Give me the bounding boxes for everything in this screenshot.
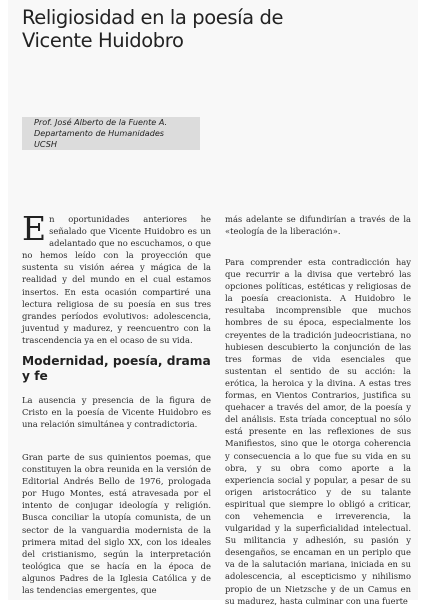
author-block — [34, 117, 167, 150]
right-text-2: Para comprender esta contradicción hay que recurrir a la divisa que vertebró las opciones políticas, estéticas y religiosas de la poesía creacionista. A Huidobro le resultaba incomprensible que muchos hombres de su época, especialmente los creyentes de la tradición judeocristiana, no hubiesen descubierto la conjunción de las tres formas de vida esenciales que sustentan el sentido de su acción: la erótica, la heroica y la divina. A estas tres formas, en Vientos Contrarios, justifica su quehacer a través del amor, de la poesía y del análisis. Esta tríada conceptual no sólo está presente en las reflexiones de sus Manifiestos, sino que le otorga coherencia y consecuencia a lo que fue su vida en su obra, y su obra como aporte a la experiencia social y popular, a pesar de su origen aristocrático y de su talante espiritual que siempre lo obligó a criticar, con vehemencia e irreverencia, la vulgaridad y la superficialidad intelectual. Su militancia y adhesión, su pasión y desengaños, se encaman en un periplo que va de la salutación mariana, iniciada en su adolescencia, al escepticismo y nihilismo propio de un Nietzsche y de un Camus en su madurez, hasta culminar con una fuerte — [225, 257, 411, 606]
intro-text: n oportunidades anteriores he señalado que Vicente Huidobro es un adelantado que no escuchamos, o que no hemos leído con la proyección que sustenta su visión aérea y mágica de la realidad y del mundo en el cual estamos insertos. En esta ocasión compartiré una lectura religiosa de su poesía en sus tres grandes períodos evolutivos: adolescencia, juventud y madurez, y reencuentro con la trascendencia ya en el ocaso de su vida. — [22, 214, 211, 345]
section-text-2: Gran parte de sus quinientos poemas, que constituyen la obra reunida en la versión de Editorial Andrés Bello de 1976, prologada por Hugo Montes, está atravesada por el intento de conjugar ideología y religión. Busca conciliar la utopía comunista, de un sector de la vanguardia modernista de la primera mitad del siglo XX, con los ideales del cristianismo, según la interpretación teológica que se hacía en la época de algunos Padres de la Iglesia Católica y de las tendencias emergentes, que — [22, 452, 211, 596]
author-department: Departamento de Humanidades — [34, 128, 165, 138]
right-text-1: más adelante se difundirían a través de la «teología de la liberación». — [225, 214, 411, 237]
author-institution: UCSH — [34, 139, 57, 149]
section-paragraph-2 — [22, 451, 211, 596]
article-title: Religiosidad en la poesía de Vicente Huidobro — [22, 6, 284, 52]
section-paragraph-1 — [22, 394, 211, 430]
right-column-continuation — [225, 213, 411, 237]
drop-cap: E — [22, 209, 47, 248]
intro-paragraph — [22, 209, 211, 346]
author-name: Prof. José Alberto de la Fuente A. — [34, 117, 168, 127]
section-text-1: La ausencia y presencia de la figura de Cristo en la poesía de Vicente Huidobro es una relación simultánea y contradictoria. — [22, 395, 211, 430]
right-column-paragraph — [225, 256, 411, 607]
section-heading: Modernidad, poesía, drama y fe — [22, 354, 211, 383]
